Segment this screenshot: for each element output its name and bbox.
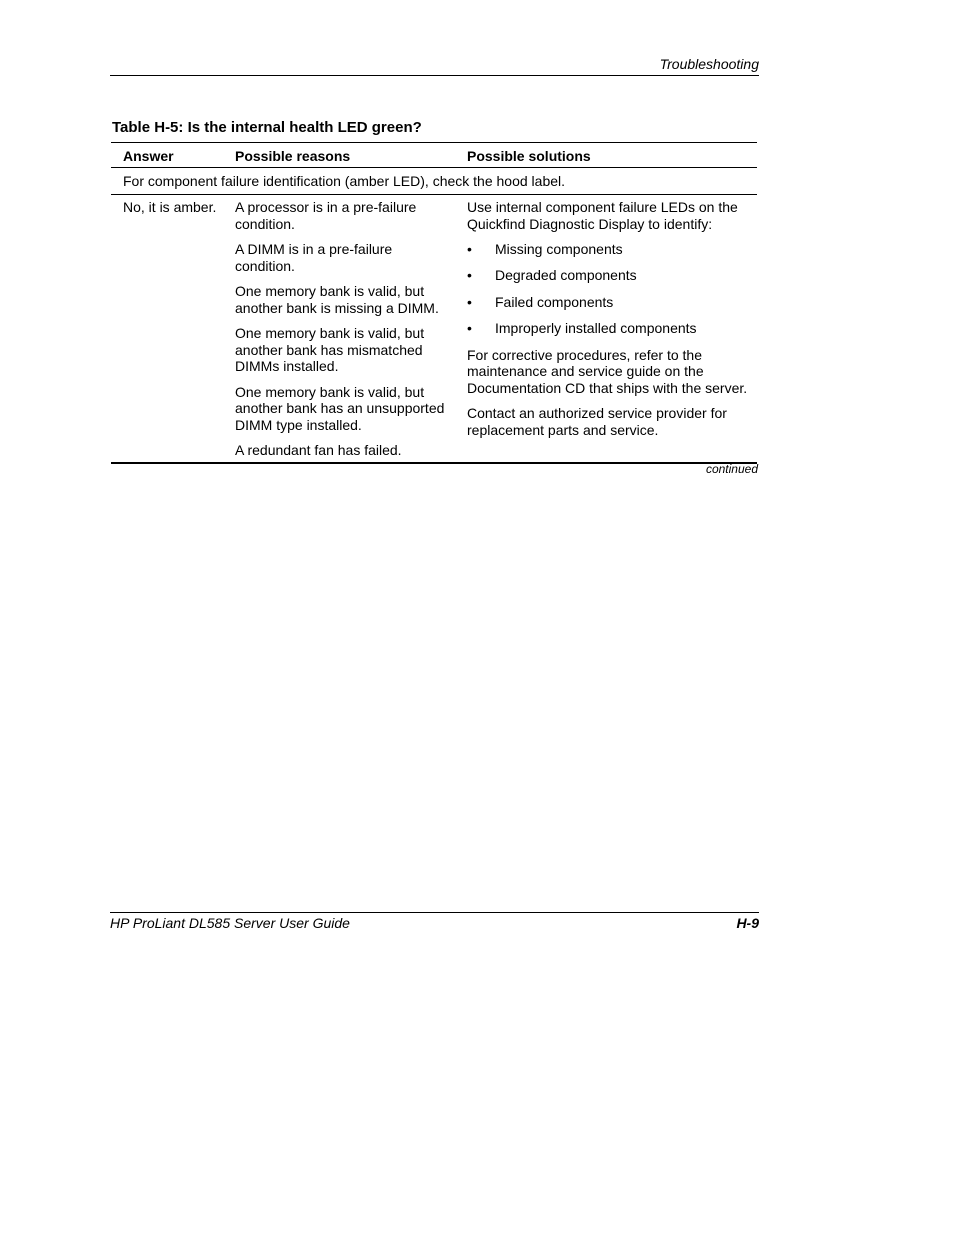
- reason-item: A redundant fan has failed.: [235, 442, 402, 458]
- table-note: For component failure identification (amber LED), check the hood label.: [123, 173, 566, 189]
- solution-bullet-text: Missing components: [495, 241, 623, 257]
- reason-item: A processor is in a pre-failure condition.: [235, 199, 417, 232]
- solution-bullet-text: Improperly installed components: [495, 320, 697, 337]
- table-header-row: [111, 143, 757, 168]
- solution-bullet-text: Failed components: [495, 293, 614, 310]
- reason-item: One memory bank is valid, but another bank has an unsupported DIMM type installed.: [235, 383, 445, 433]
- solution-bullet-item: [467, 320, 752, 337]
- solution-intro: Use internal component failure LEDs on the Quickfind Diagnostic Display to identify:: [467, 199, 738, 232]
- solutions-cell: [467, 199, 752, 447]
- footer-rule: [110, 912, 759, 913]
- reasons-cell: [235, 199, 455, 468]
- column-header-reasons: Possible reasons: [235, 148, 351, 164]
- table-caption: Table H-5: Is the internal health LED green?: [112, 119, 422, 136]
- bullet-icon: •: [467, 241, 472, 257]
- solution-paragraph: For corrective procedures, refer to the maintenance and service guide on the Documentation CD that ships with the server.: [467, 346, 748, 396]
- reason-item: One memory bank is valid, but another bank has mismatched DIMMs installed.: [235, 325, 425, 374]
- bullet-icon: •: [467, 267, 472, 284]
- bullet-icon: •: [467, 293, 472, 310]
- column-header-answer: Answer: [123, 148, 174, 164]
- continued-label: continued: [705, 462, 758, 476]
- answer-cell: No, it is amber.: [123, 199, 217, 215]
- running-header: [110, 54, 759, 76]
- solution-paragraph: Contact an authorized service provider for replacement parts and service.: [467, 405, 727, 438]
- table-note-row: [111, 168, 757, 195]
- footer-guide-title: HP ProLiant DL585 Server User Guide: [110, 915, 350, 931]
- bullet-icon: •: [467, 320, 472, 337]
- solution-bullet-text: Degraded components: [495, 267, 637, 284]
- solution-bullet-item: [467, 267, 752, 284]
- table-row: [111, 195, 757, 464]
- solution-bullet-item: [467, 294, 752, 311]
- section-name: Troubleshooting: [659, 56, 759, 72]
- reason-item: One memory bank is valid, but another bank is missing a DIMM.: [235, 283, 439, 316]
- reason-item: A DIMM is in a pre-failure condition.: [235, 241, 393, 274]
- troubleshooting-table: [111, 142, 757, 464]
- solution-bullet-list: [467, 241, 752, 337]
- page-number: H-9: [736, 915, 759, 931]
- column-header-solutions: Possible solutions: [467, 148, 591, 164]
- solution-bullet-item: [467, 241, 752, 258]
